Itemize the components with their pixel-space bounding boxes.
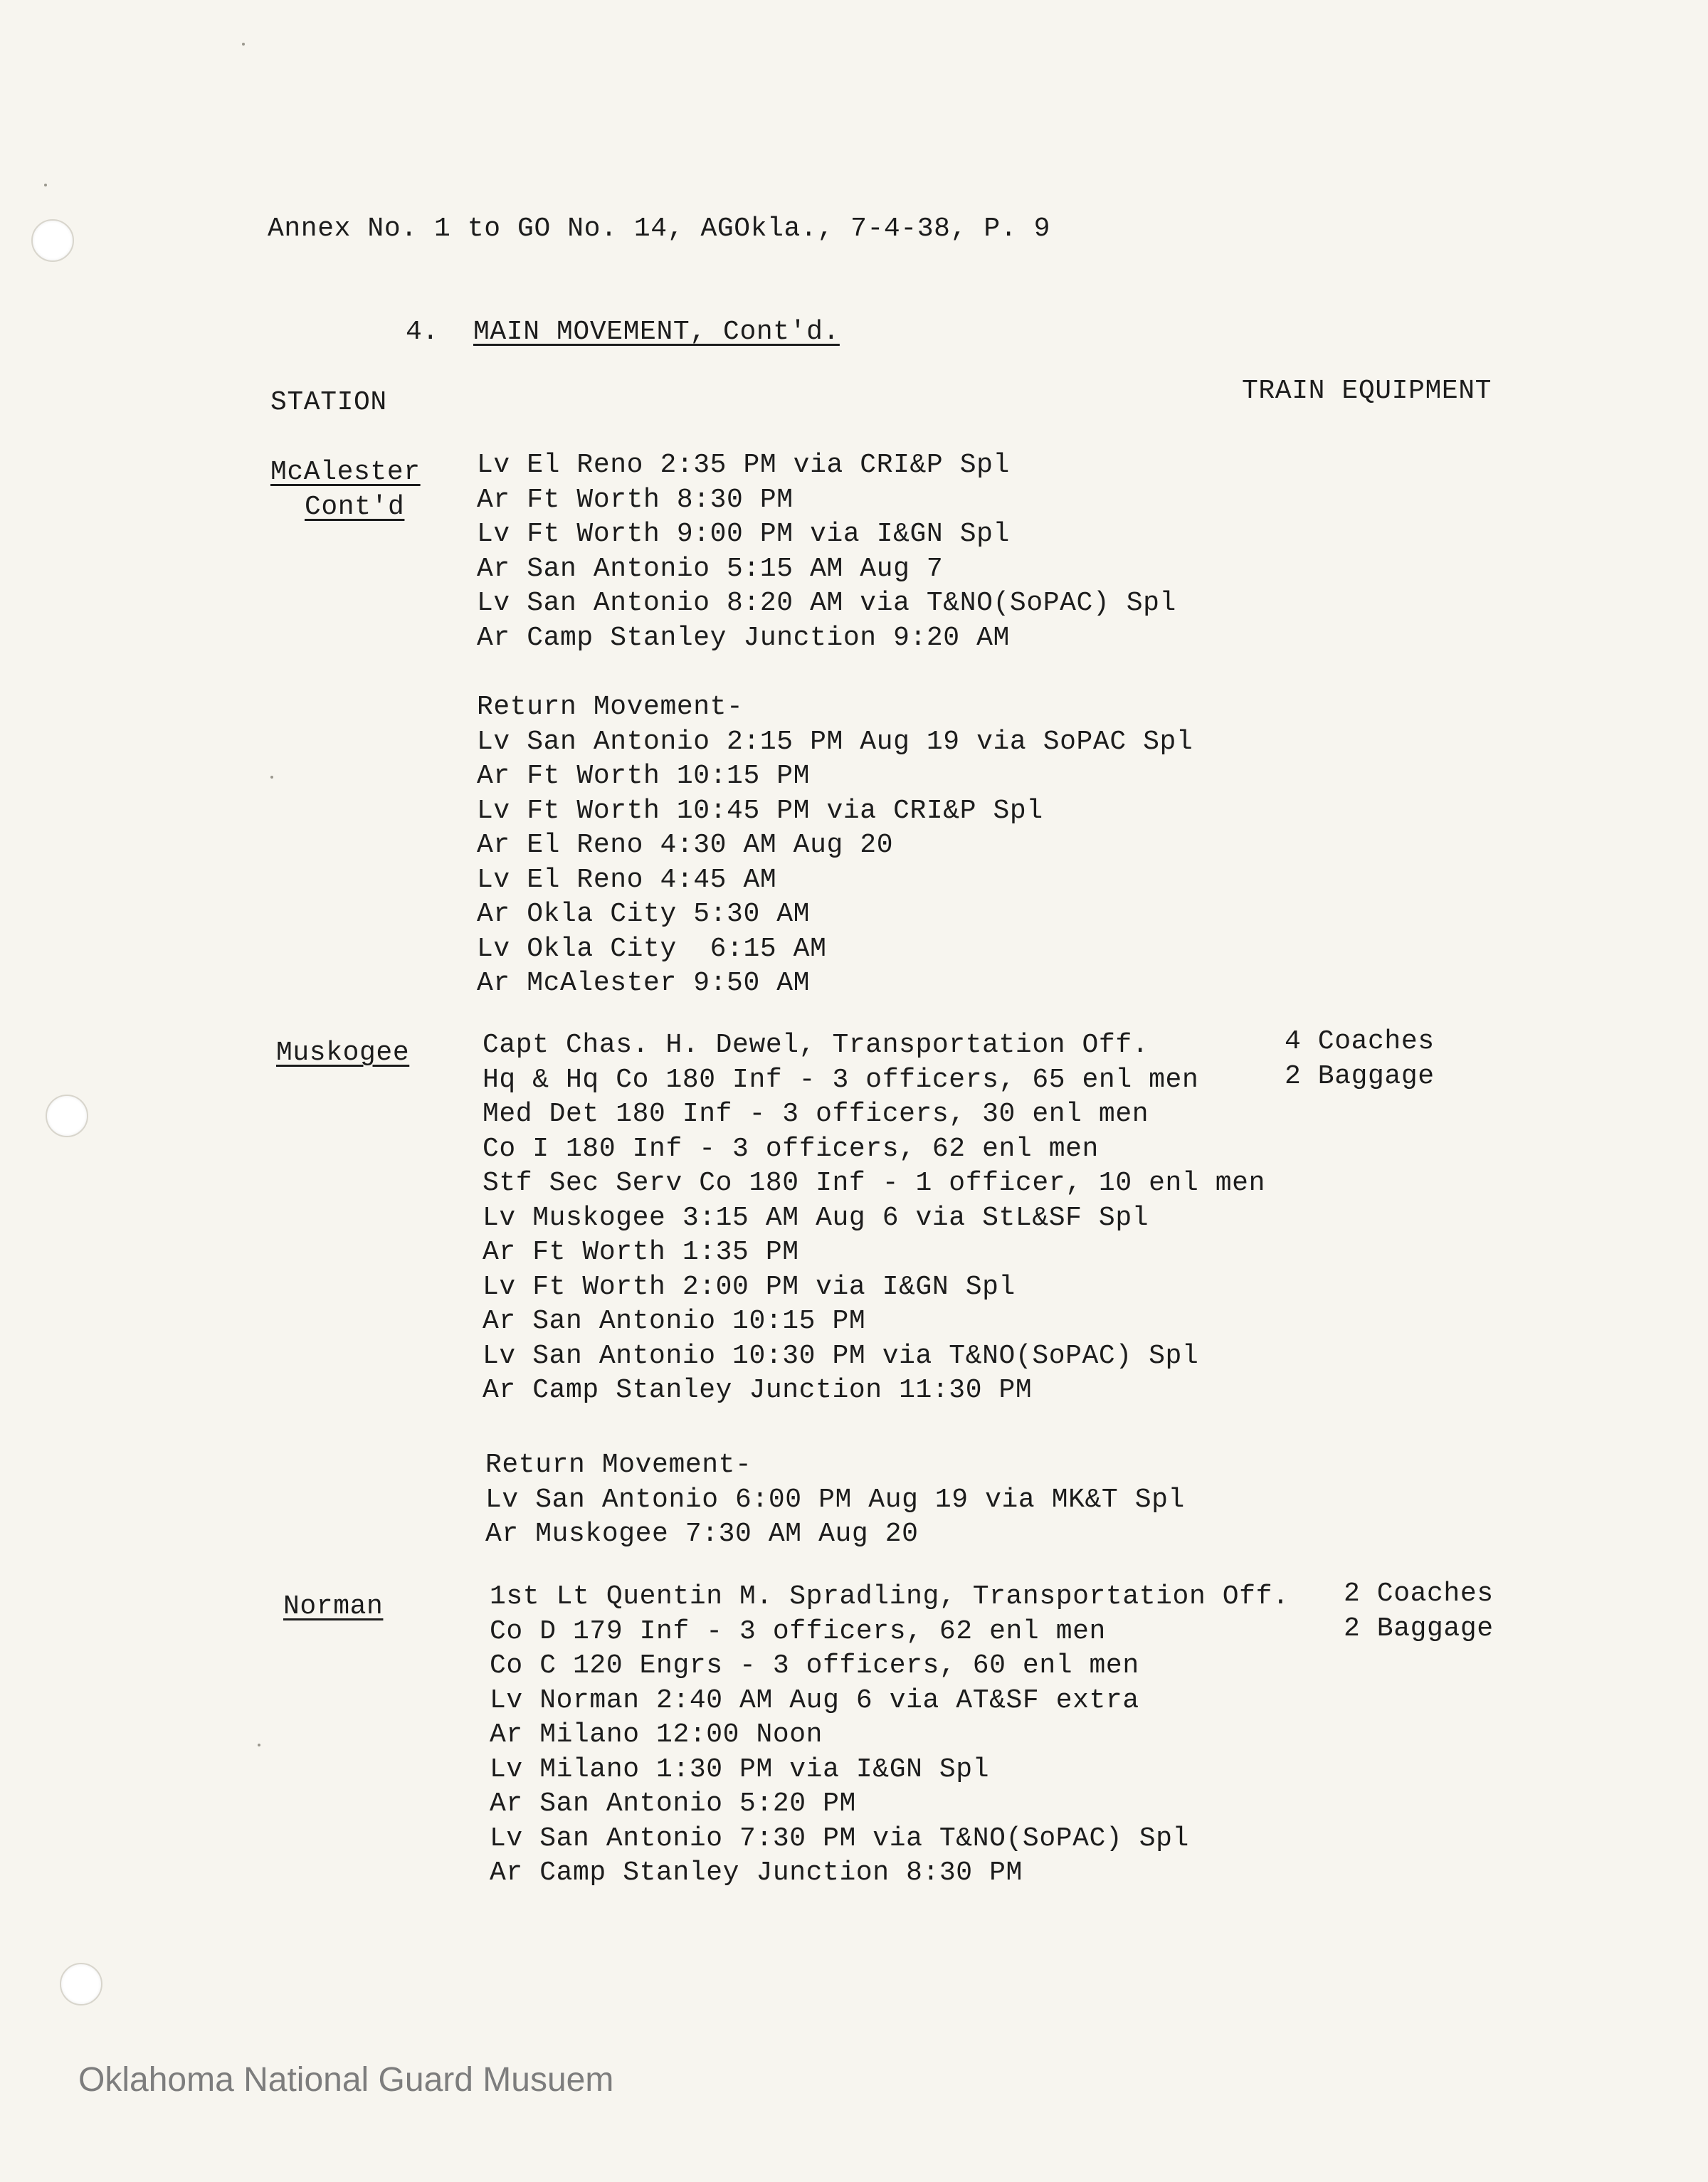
- schedule-line: Lv Muskogee 3:15 AM Aug 6 via StL&SF Spl: [483, 1202, 1149, 1233]
- train-equipment-column-header: TRAIN EQUIPMENT: [1242, 376, 1492, 406]
- schedule-line: Lv Ft Worth 9:00 PM via I&GN Spl: [477, 519, 1010, 549]
- schedule-line: Co I 180 Inf - 3 officers, 62 enl men: [483, 1133, 1099, 1164]
- paper-speck: [258, 1744, 260, 1746]
- equipment-line: 4 Coaches: [1285, 1026, 1435, 1057]
- schedule-line: Ar Ft Worth 8:30 PM: [477, 484, 794, 515]
- equipment-line: 2 Baggage: [1344, 1613, 1494, 1644]
- schedule-line: Ar Camp Stanley Junction 9:20 AM: [477, 622, 1010, 653]
- return-movement-heading: Return Movement-: [485, 1450, 752, 1480]
- norman-equipment: [1344, 1577, 1494, 1646]
- paper-speck: [270, 776, 273, 779]
- return-movement-heading: Return Movement-: [477, 692, 744, 722]
- section-number: 4.: [406, 317, 439, 347]
- schedule-line: Lv El Reno 2:35 PM via CRI&P Spl: [477, 450, 1010, 480]
- schedule-line: Lv San Antonio 6:00 PM Aug 19 via MK&T Spl: [485, 1484, 1185, 1515]
- annex-header: Annex No. 1 to GO No. 14, AGOkla., 7-4-38, P. 9: [268, 214, 1050, 244]
- schedule-line: Ar San Antonio 10:15 PM: [483, 1306, 866, 1337]
- schedule-line: Co C 120 Engrs - 3 officers, 60 enl men: [490, 1650, 1139, 1681]
- schedule-line: Ar El Reno 4:30 AM Aug 20: [477, 830, 894, 860]
- schedule-line: Stf Sec Serv Co 180 Inf - 1 officer, 10 enl men: [483, 1168, 1265, 1198]
- equipment-line: 2 Coaches: [1344, 1578, 1494, 1609]
- paper-speck: [44, 184, 47, 186]
- schedule-line: Lv San Antonio 7:30 PM via T&NO(SoPAC) Spl: [490, 1823, 1189, 1854]
- punch-hole-bottom: [60, 1963, 102, 2006]
- schedule-line: Ar Camp Stanley Junction 11:30 PM: [483, 1375, 1033, 1406]
- section-title: MAIN MOVEMENT, Cont'd.: [473, 317, 840, 347]
- schedule-line: Lv Ft Worth 2:00 PM via I&GN Spl: [483, 1271, 1016, 1302]
- schedule-line: Ar San Antonio 5:15 AM Aug 7: [477, 553, 944, 584]
- schedule-line: Lv San Antonio 2:15 PM Aug 19 via SoPAC Spl: [477, 726, 1193, 757]
- schedule-line: Lv Okla City 6:15 AM: [477, 933, 827, 964]
- punch-hole-top: [31, 219, 74, 262]
- station-norman: Norman: [283, 1591, 384, 1622]
- station-mcalester-contd: Cont'd: [305, 492, 405, 522]
- schedule-line: Ar Muskogee 7:30 AM Aug 20: [485, 1519, 919, 1549]
- schedule-line: Med Det 180 Inf - 3 officers, 30 enl men: [483, 1099, 1149, 1129]
- punch-hole-middle: [46, 1095, 88, 1137]
- schedule-line: Lv Ft Worth 10:45 PM via CRI&P Spl: [477, 795, 1043, 826]
- schedule-line: Ar Ft Worth 10:15 PM: [477, 761, 811, 791]
- schedule-line: 1st Lt Quentin M. Spradling, Transportation Off.: [490, 1581, 1290, 1612]
- schedule-line: Lv Milano 1:30 PM via I&GN Spl: [490, 1754, 990, 1785]
- schedule-line: Ar Ft Worth 1:35 PM: [483, 1237, 799, 1267]
- schedule-line: Hq & Hq Co 180 Inf - 3 officers, 65 enl men: [483, 1064, 1199, 1095]
- schedule-line: Lv Norman 2:40 AM Aug 6 via AT&SF extra: [490, 1685, 1139, 1716]
- mcalester-return-movement: [477, 690, 1193, 1001]
- schedule-line: Ar Milano 12:00 Noon: [490, 1719, 823, 1750]
- schedule-line: Ar San Antonio 5:20 PM: [490, 1788, 856, 1819]
- schedule-line: Ar Camp Stanley Junction 8:30 PM: [490, 1857, 1023, 1888]
- station-muskogee: Muskogee: [276, 1038, 410, 1068]
- schedule-line: Ar Okla City 5:30 AM: [477, 899, 811, 929]
- museum-watermark: Oklahoma National Guard Musuem: [78, 2061, 614, 2099]
- schedule-line: Ar McAlester 9:50 AM: [477, 968, 811, 998]
- muskogee-return-movement: [485, 1448, 1185, 1552]
- schedule-line: Capt Chas. H. Dewel, Transportation Off.: [483, 1030, 1149, 1060]
- schedule-line: Lv El Reno 4:45 AM: [477, 864, 777, 895]
- mcalester-schedule: [477, 448, 1176, 655]
- station-column-header: STATION: [270, 387, 387, 418]
- paper-speck: [242, 43, 245, 46]
- schedule-line: Co D 179 Inf - 3 officers, 62 enl men: [490, 1616, 1106, 1647]
- schedule-line: Lv San Antonio 10:30 PM via T&NO(SoPAC) Spl: [483, 1340, 1199, 1371]
- muskogee-equipment: [1285, 1025, 1435, 1094]
- muskogee-schedule: [483, 1028, 1265, 1408]
- equipment-line: 2 Baggage: [1285, 1060, 1435, 1092]
- station-mcalester: McAlester: [270, 457, 421, 487]
- norman-schedule: [490, 1580, 1289, 1891]
- schedule-line: Lv San Antonio 8:20 AM via T&NO(SoPAC) Spl: [477, 588, 1176, 618]
